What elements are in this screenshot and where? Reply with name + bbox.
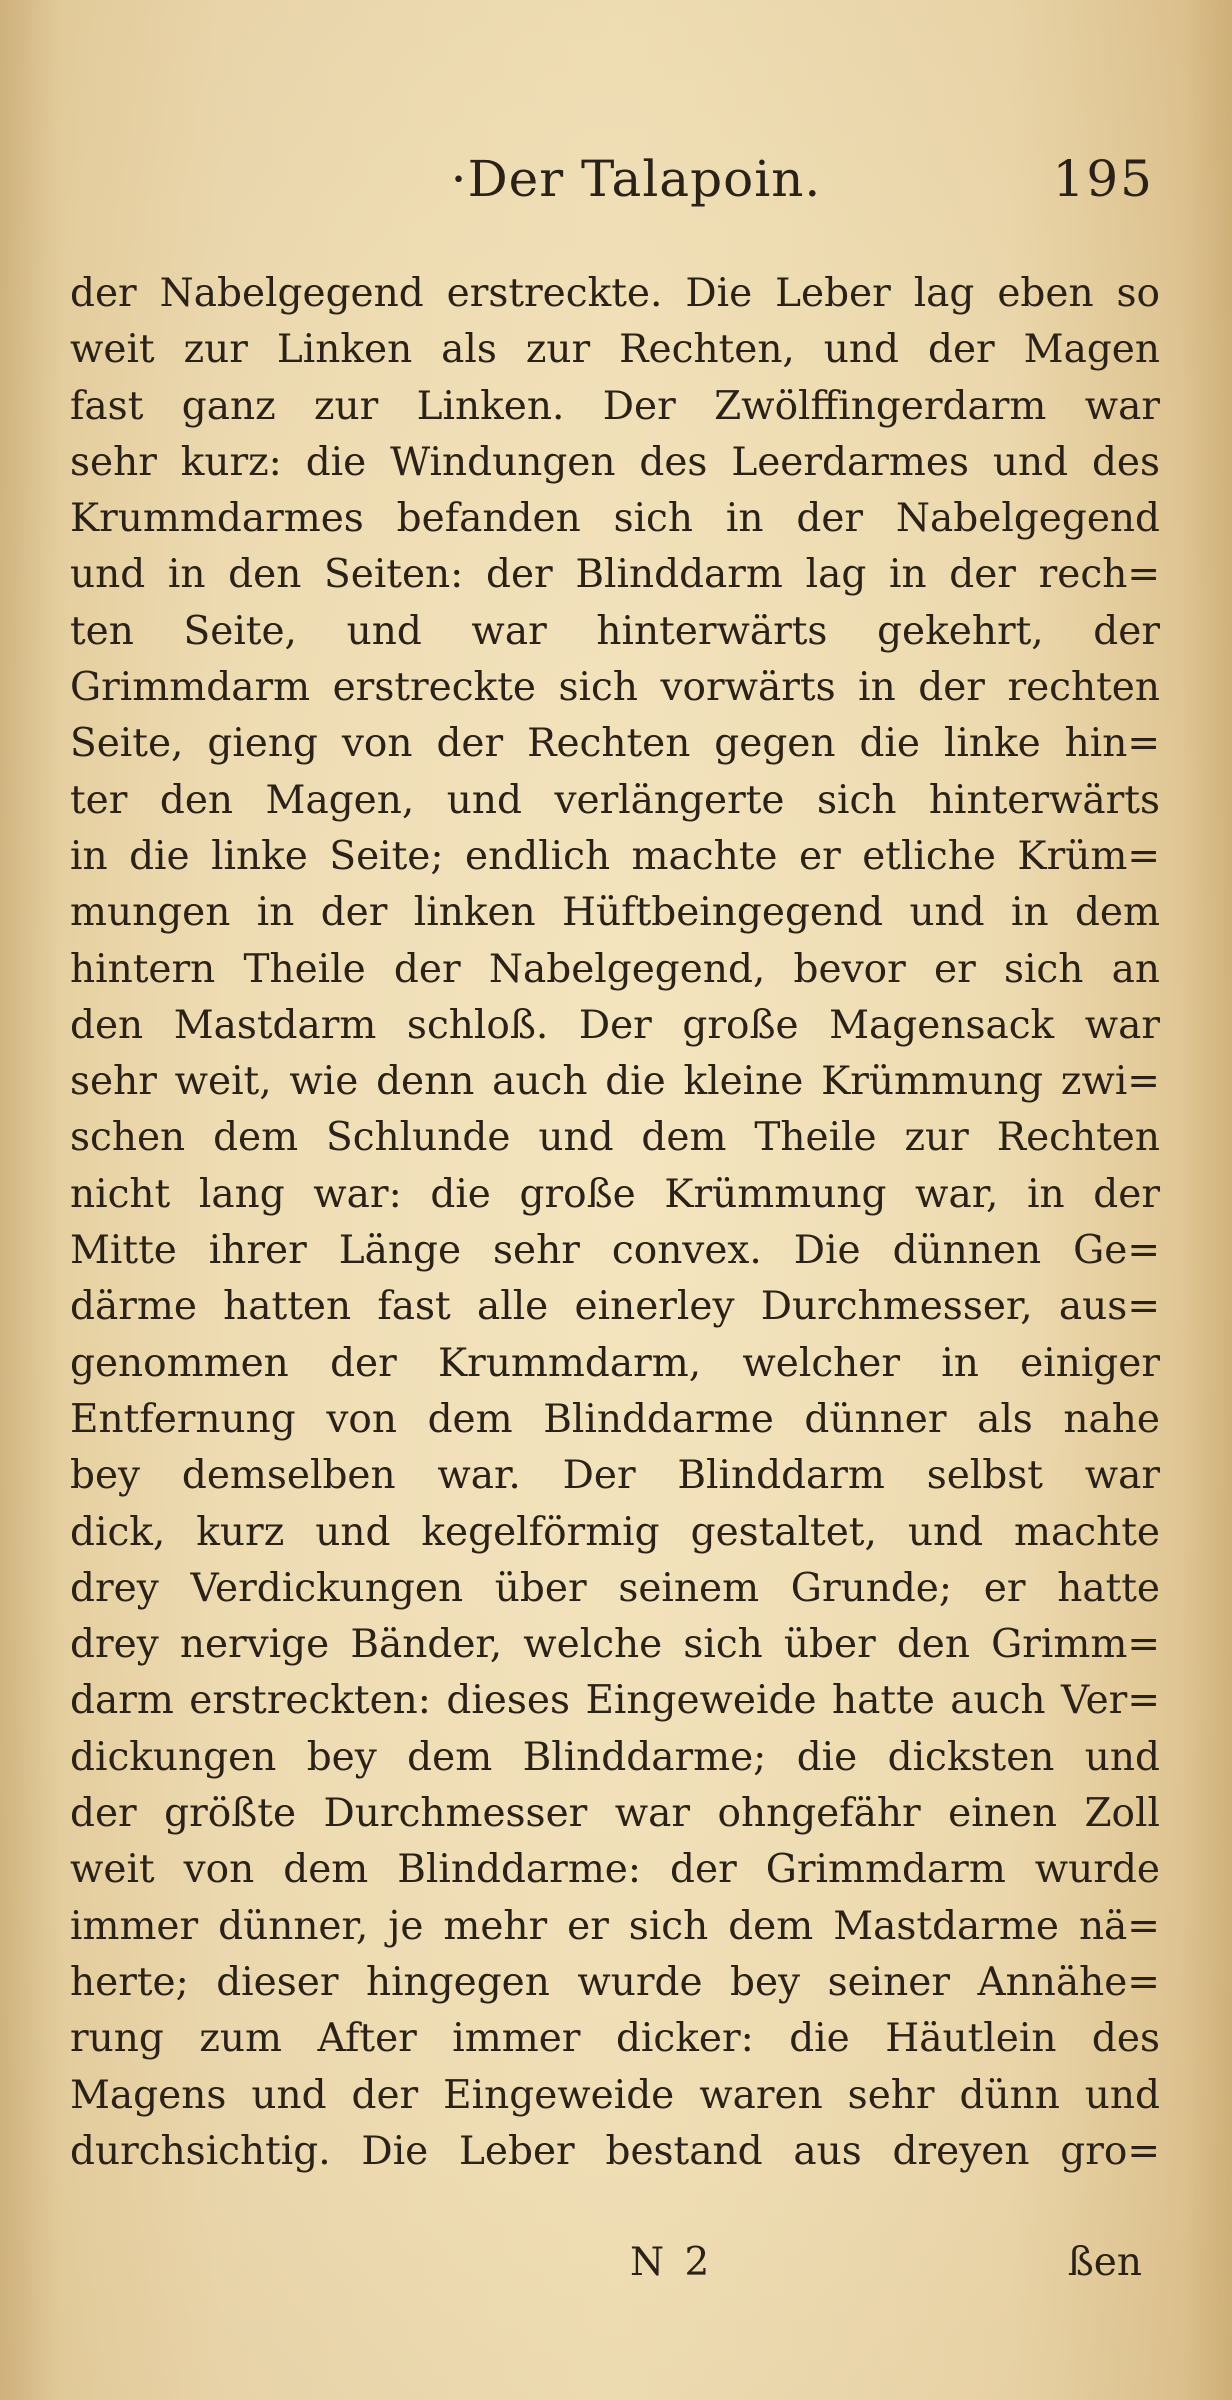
text-line: bey demselben war. Der Blinddarm selbst war bbox=[70, 1453, 1160, 1499]
running-title: ·Der Talapoin. bbox=[450, 150, 822, 208]
text-line: der größte Durchmesser war ohngefähr einen Zoll bbox=[70, 1791, 1160, 1837]
text-line: Magens und der Eingeweide waren sehr dünn und bbox=[70, 2072, 1160, 2118]
text-line: immer dünner, je mehr er sich dem Mastdarme nä= bbox=[70, 1903, 1160, 1949]
text-line: Krummdarmes befanden sich in der Nabelgegend bbox=[70, 496, 1160, 542]
catchword: ßen bbox=[1067, 2240, 1142, 2285]
text-line: den Mastdarm schloß. Der große Magensack war bbox=[70, 1002, 1160, 1048]
text-line: drey nervige Bänder, welche sich über den Grimm= bbox=[70, 1622, 1160, 1668]
text-line: in die linke Seite; endlich machte er etliche Krüm= bbox=[70, 833, 1160, 879]
text-line: herte; dieser hingegen wurde bey seiner Annähe= bbox=[70, 1959, 1160, 2005]
text-line: dick, kurz und kegelförmig gestaltet, und machte bbox=[70, 1509, 1160, 1555]
text-line: weit zur Linken als zur Rechten, und der Magen bbox=[70, 327, 1160, 373]
text-line: Grimmdarm erstreckte sich vorwärts in der rechten bbox=[70, 665, 1160, 711]
text-line: sehr weit, wie denn auch die kleine Krümmung zwi= bbox=[70, 1059, 1160, 1105]
text-line: Entfernung von dem Blinddarme dünner als nahe bbox=[70, 1396, 1160, 1442]
text-line: der Nabelgegend erstreckte. Die Leber lag eben so bbox=[70, 271, 1160, 316]
text-line: nicht lang war: die große Krümmung war, in der bbox=[70, 1171, 1160, 1217]
text-line: rung zum After immer dicker: die Häutlein des bbox=[70, 2016, 1160, 2062]
text-line: mungen in der linken Hüftbeingegend und in dem bbox=[70, 890, 1160, 936]
page-footer bbox=[70, 2240, 1162, 2300]
signature-mark: N 2 bbox=[630, 2240, 714, 2285]
text-line: ter den Magen, und verlängerte sich hinterwärts bbox=[70, 777, 1160, 823]
text-line: durchsichtig. Die Leber bestand aus dreyen gro= bbox=[70, 2128, 1160, 2174]
text-line: weit von dem Blinddarme: der Grimmdarm wurde bbox=[70, 1847, 1160, 1893]
text-line: und in den Seiten: der Blinddarm lag in der rech= bbox=[70, 552, 1160, 598]
text-line: sehr kurz: die Windungen des Leerdarmes und des bbox=[70, 439, 1160, 485]
page-number: 195 bbox=[1052, 150, 1154, 208]
text-line: hintern Theile der Nabelgegend, bevor er sich an bbox=[70, 946, 1160, 992]
text-line: Seite, gieng von der Rechten gegen die linke hin= bbox=[70, 721, 1160, 767]
text-line: drey Verdickungen über seinem Grunde; er hatte bbox=[70, 1565, 1160, 1611]
body-text bbox=[70, 266, 1160, 2180]
text-line: därme hatten fast alle einerley Durchmesser, aus= bbox=[70, 1284, 1160, 1330]
text-line: darm erstreckten: dieses Eingeweide hatte auch Ver= bbox=[70, 1678, 1160, 1724]
text-line: dickungen bey dem Blinddarme; die dicksten und bbox=[70, 1734, 1160, 1780]
text-line: Mitte ihrer Länge sehr convex. Die dünnen Ge= bbox=[70, 1228, 1160, 1274]
text-line: schen dem Schlunde und dem Theile zur Rechten bbox=[70, 1115, 1160, 1161]
page-header bbox=[70, 150, 1162, 230]
text-line: genommen der Krummdarm, welcher in einiger bbox=[70, 1340, 1160, 1386]
text-line: ten Seite, und war hinterwärts gekehrt, der bbox=[70, 608, 1160, 654]
text-line: fast ganz zur Linken. Der Zwölffingerdarm war bbox=[70, 383, 1160, 429]
